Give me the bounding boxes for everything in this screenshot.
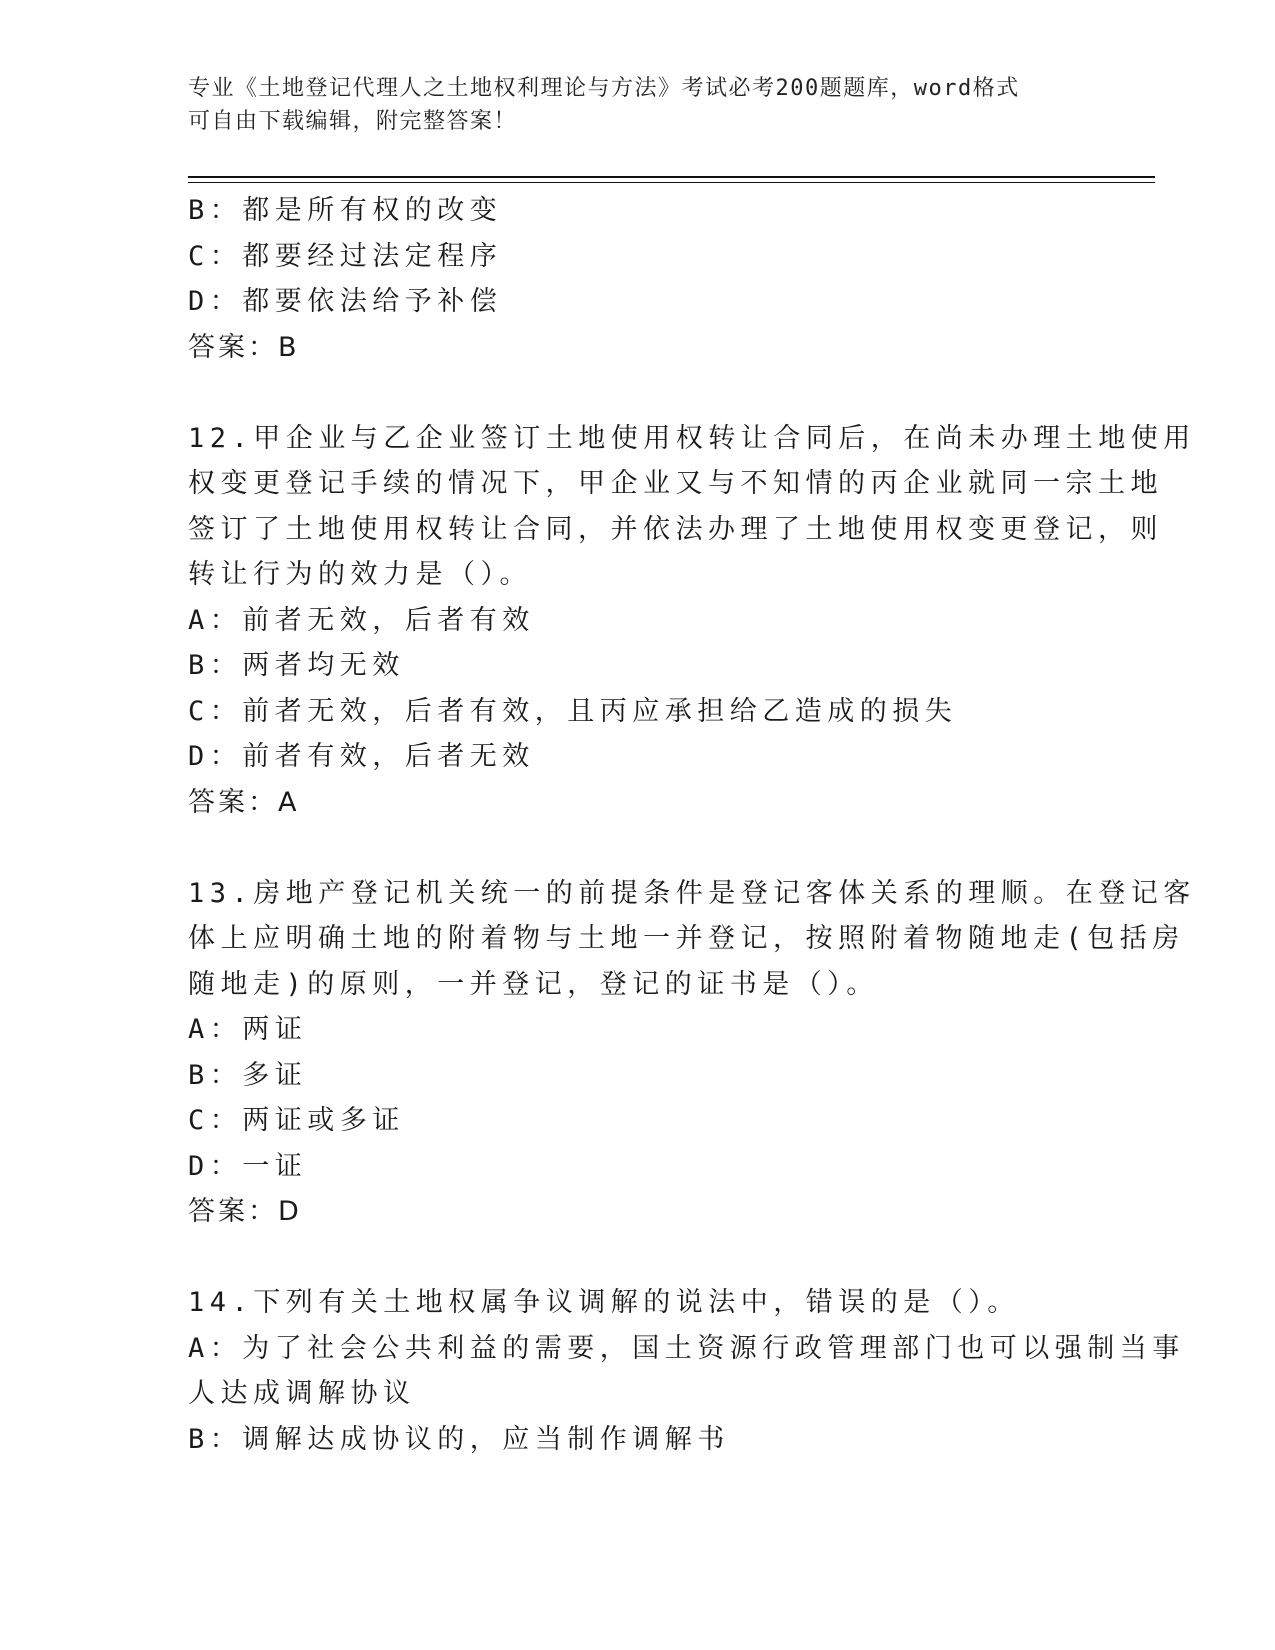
q13-option-c: C：两证或多证	[188, 1105, 405, 1136]
q12-stem-line-1: 12.甲企业与乙企业签订土地使用权转让合同后，在尚未办理土地使用	[188, 422, 1196, 454]
q11-option-c: C：都要经过法定程序	[188, 240, 503, 272]
q12-answer: 答案：A	[188, 786, 300, 818]
q12-stem-line-2: 权变更登记手续的情况下，甲企业又与不知情的丙企业就同一宗土地	[188, 468, 1163, 499]
q12-stem-line-3: 签订了土地使用权转让合同，并依法办理了土地使用权变更登记，则	[188, 513, 1163, 545]
q11-answer: 答案：B	[188, 331, 300, 363]
q12-stem-line-4: 转让行为的效力是（）。	[188, 559, 532, 590]
question-gap	[188, 370, 1088, 416]
question-content	[188, 188, 1196, 1462]
q13-option-a: A：两证	[188, 1014, 308, 1045]
question-11-tail	[188, 188, 1088, 370]
q12-option-b: B：两者均无效	[188, 650, 405, 681]
question-13	[188, 871, 1196, 1235]
q14-stem-line-1: 14.下列有关土地权属争议调解的说法中，错误的是（）。	[188, 1287, 1020, 1318]
q13-option-b: B：多证	[188, 1059, 308, 1091]
q12-option-c: C：前者无效，后者有效，且丙应承担给乙造成的损失	[188, 695, 958, 727]
q13-stem-line-2: 体上应明确土地的附着物与土地一并登记，按照附着物随地走(包括房	[188, 923, 1185, 954]
question-14	[188, 1280, 1185, 1462]
q14-option-b: B：调解达成协议的，应当制作调解书	[188, 1423, 730, 1455]
header-line-2: 可自由下载编辑，附完整答案！	[188, 109, 518, 134]
q11-option-d: D：都要依法给予补偿	[188, 286, 503, 317]
question-12	[188, 416, 1196, 826]
q13-option-d: D：一证	[188, 1150, 308, 1182]
q11-option-b: B：都是所有权的改变	[188, 195, 503, 226]
q13-stem-line-3: 随地走)的原则，一并登记，登记的证书是（）。	[188, 968, 879, 1000]
question-gap	[188, 825, 1088, 871]
page-header	[188, 72, 1088, 138]
header-divider-thick	[188, 176, 1155, 178]
q14-option-a-line-1: A：为了社会公共利益的需要，国土资源行政管理部门也可以强制当事	[188, 1332, 1185, 1364]
q14-option-a-line-2: 人达成调解协议	[188, 1378, 416, 1409]
header-line-1: 专业《土地登记代理人之土地权利理论与方法》考试必考200题题库，word格式	[188, 76, 1020, 101]
header-divider-thin	[188, 182, 1155, 183]
question-gap	[188, 1235, 1088, 1281]
q12-option-d: D：前者有效，后者无效	[188, 741, 535, 772]
q13-stem-line-1: 13.房地产登记机关统一的前提条件是登记客体关系的理顺。在登记客	[188, 877, 1196, 909]
q12-option-a: A：前者无效，后者有效	[188, 604, 535, 636]
q13-answer: 答案：D	[188, 1196, 302, 1227]
